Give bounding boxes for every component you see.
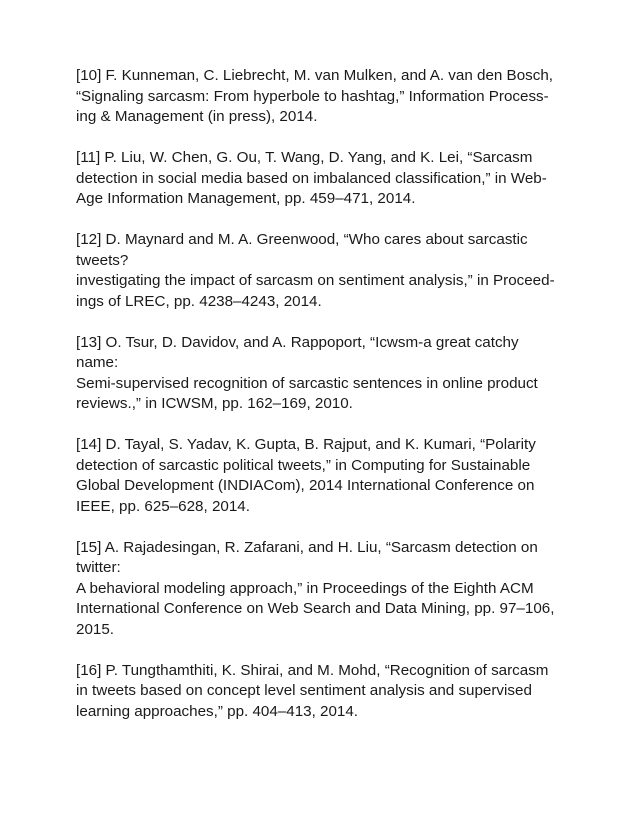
reference-entry-16 [76,661,576,723]
reference-line: investigating the impact of sarcasm on sentiment analysis,” in Proceed- [76,272,555,289]
reference-line: Semi-supervised recognition of sarcastic sentences in online product [76,374,538,392]
reference-line: learning approaches,” pp. 404–413, 2014. [76,702,359,720]
reference-list [76,66,576,743]
reference-line: [12] D. Maynard and M. A. Greenwood, “Who cares about sarcastic [76,231,528,248]
reference-line: ing & Management (in press), 2014. [76,108,318,125]
reference-line: [10] F. Kunneman, C. Liebrecht, M. van Mulken, and A. van den Bosch, [76,67,553,84]
reference-line: twitter: [76,559,121,576]
reference-line: ings of LREC, pp. 4238–4243, 2014. [76,292,322,310]
reference-line: [11] P. Liu, W. Chen, G. Ou, T. Wang, D. Yang, and K. Lei, “Sarcasm [76,149,533,166]
reference-line: in tweets based on concept level sentiment analysis and supervised [76,682,532,699]
reference-line: [15] A. Rajadesingan, R. Zafarani, and H. Liu, “Sarcasm detection on [76,538,538,556]
reference-entry-11 [76,148,576,210]
reference-line: detection of sarcastic political tweets,” in Computing for Sustainable [76,456,531,474]
reference-entry-10 [76,66,576,128]
reference-line: Age Information Management, pp. 459–471, 2014. [76,190,416,207]
reference-line: [13] O. Tsur, D. Davidov, and A. Rappoport, “Icwsm-a great catchy [76,333,519,351]
reference-line: 2015. [76,620,115,638]
reference-entry-13 [76,333,576,415]
reference-entry-14 [76,435,576,517]
reference-line: IEEE, pp. 625–628, 2014. [76,497,250,515]
reference-entry-15 [76,538,576,641]
reference-line: “Signaling sarcasm: From hyperbole to hashtag,” Information Process- [76,87,549,105]
reference-line: [16] P. Tungthamthiti, K. Shirai, and M. Mohd, “Recognition of sarcasm [76,661,549,679]
reference-line: detection in social media based on imbalanced classification,” in Web- [76,169,547,187]
reference-line: A behavioral modeling approach,” in Proceedings of the Eighth ACM [76,579,534,597]
reference-line: reviews.,” in ICWSM, pp. 162–169, 2010. [76,395,353,412]
reference-line: Global Development (INDIACom), 2014 International Conference on [76,477,535,494]
reference-line: International Conference on Web Search and Data Mining, pp. 97–106, [76,600,555,617]
reference-entry-12 [76,230,576,312]
reference-line: tweets? [76,251,129,269]
reference-line: name: [76,354,119,371]
reference-line: [14] D. Tayal, S. Yadav, K. Gupta, B. Rajput, and K. Kumari, “Polarity [76,436,536,453]
